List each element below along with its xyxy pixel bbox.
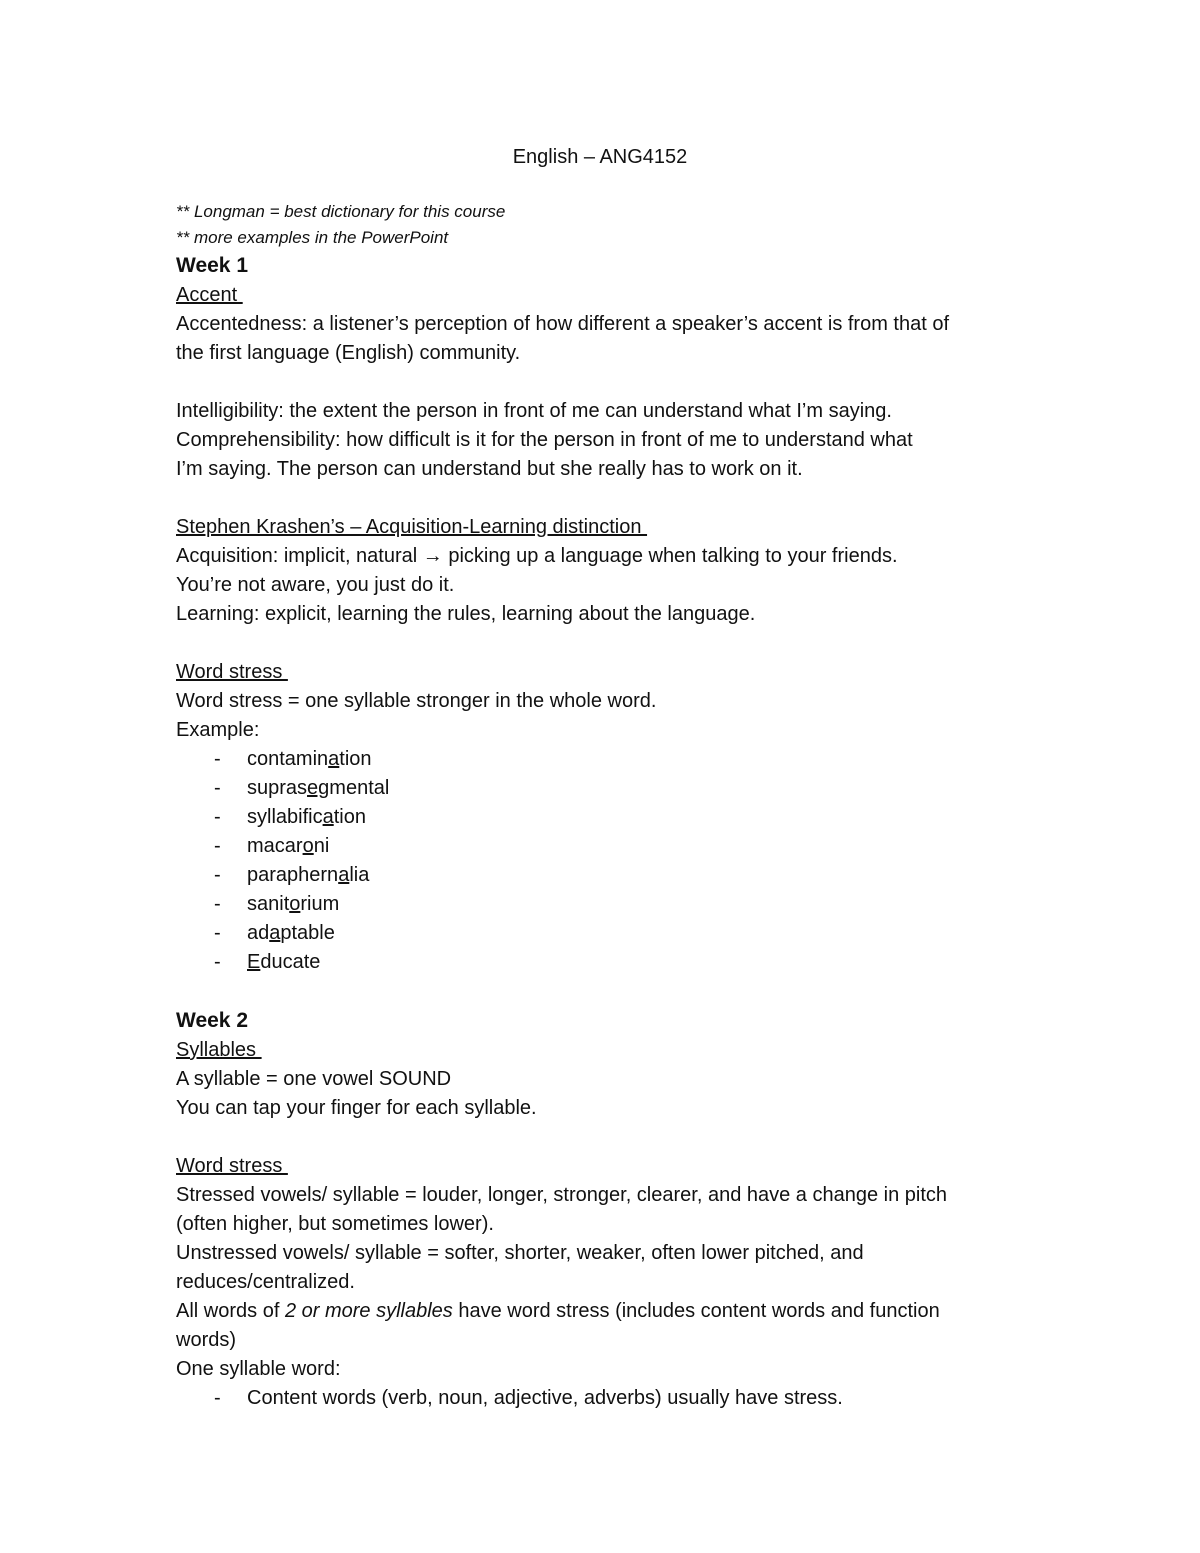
krashen-heading: Stephen Krashen’s – Acquisition-Learning distinction: [176, 516, 648, 538]
acquisition-text-cont: picking up a language when talking to your friends.: [442, 545, 898, 567]
acquisition-definition-cont: You’re not aware, you just do it.: [176, 574, 455, 596]
list-item: - syllabification: [176, 803, 1036, 832]
word-stress-heading: Word stress: [176, 661, 288, 683]
all-words-rule: All words of 2 or more syllables have word stress (includes content words and function: [176, 1300, 940, 1322]
stressed-syllable: eg: [307, 777, 330, 799]
list-item: - suprasegmental: [176, 774, 1036, 803]
stressed-syllable: E: [247, 951, 261, 973]
example-list: [176, 745, 1036, 977]
document-body: [176, 199, 1036, 1413]
stressed-syllable: o: [289, 893, 301, 915]
stressed-syllable: a: [328, 748, 340, 770]
word-stress-heading-2: Word stress: [176, 1155, 288, 1177]
stressed-definition: Stressed vowels/ syllable = louder, longer, stronger, clearer, and have a change in pitch: [176, 1184, 948, 1206]
stressed-syllable: a: [322, 806, 334, 828]
stressed-syllable: o: [302, 835, 314, 857]
stressed-definition-cont: (often higher, but sometimes lower).: [176, 1213, 494, 1235]
list-item: - contamination: [176, 745, 1036, 774]
example-label: Example:: [176, 719, 260, 741]
stressed-syllable: a: [269, 922, 281, 944]
list-item: - Content words (verb, noun, adjective, adverbs) usually have stress.: [176, 1384, 1036, 1413]
comprehensibility-definition: Comprehensibility: how difficult is it for the person in front of me to understand what: [176, 429, 913, 451]
syllable-definition: A syllable = one vowel SOUND: [176, 1068, 452, 1090]
accentedness-definition-cont: the first language (English) community.: [176, 342, 521, 364]
learning-definition: Learning: explicit, learning the rules, learning about the language.: [176, 603, 756, 625]
syllables-heading: Syllables: [176, 1039, 262, 1061]
list-item: - paraphernalia: [176, 861, 1036, 890]
document-title: English – ANG4152: [512, 146, 688, 168]
week-1-heading: Week 1: [176, 254, 248, 277]
one-syllable-label: One syllable word:: [176, 1358, 341, 1380]
all-words-rule-cont: words): [176, 1329, 237, 1351]
tap-note: You can tap your finger for each syllable.: [176, 1097, 537, 1119]
unstressed-definition: Unstressed vowels/ syllable = softer, shorter, weaker, often lower pitched, and: [176, 1242, 864, 1264]
stressed-syllable: a: [338, 864, 350, 886]
list-item: - adaptable: [176, 919, 1036, 948]
accentedness-definition: Accentedness: a listener’s perception of how different a speaker’s accent is from that of: [176, 313, 950, 335]
unstressed-definition-cont: reduces/centralized.: [176, 1271, 355, 1293]
list-item: - sanitorium: [176, 890, 1036, 919]
arrow-right-icon: →: [422, 545, 443, 567]
one-syllable-list: [176, 1384, 1036, 1413]
week-2-heading: Week 2: [176, 1009, 248, 1032]
accent-heading: Accent: [176, 284, 243, 306]
acquisition-text: Acquisition: implicit, natural: [176, 545, 423, 567]
list-item: - Educate: [176, 948, 1036, 977]
word-stress-definition: Word stress = one syllable stronger in the whole word.: [176, 690, 657, 712]
note-line: ** Longman = best dictionary for this course: [176, 202, 506, 221]
comprehensibility-definition-cont: I’m saying. The person can understand but she really has to work on it.: [176, 458, 803, 480]
intelligibility-definition: Intelligibility: the extent the person in front of me can understand what I’m saying.: [176, 400, 892, 422]
note-line: ** more examples in the PowerPoint: [176, 228, 449, 247]
acquisition-definition: [176, 542, 1036, 571]
list-item: - macaroni: [176, 832, 1036, 861]
